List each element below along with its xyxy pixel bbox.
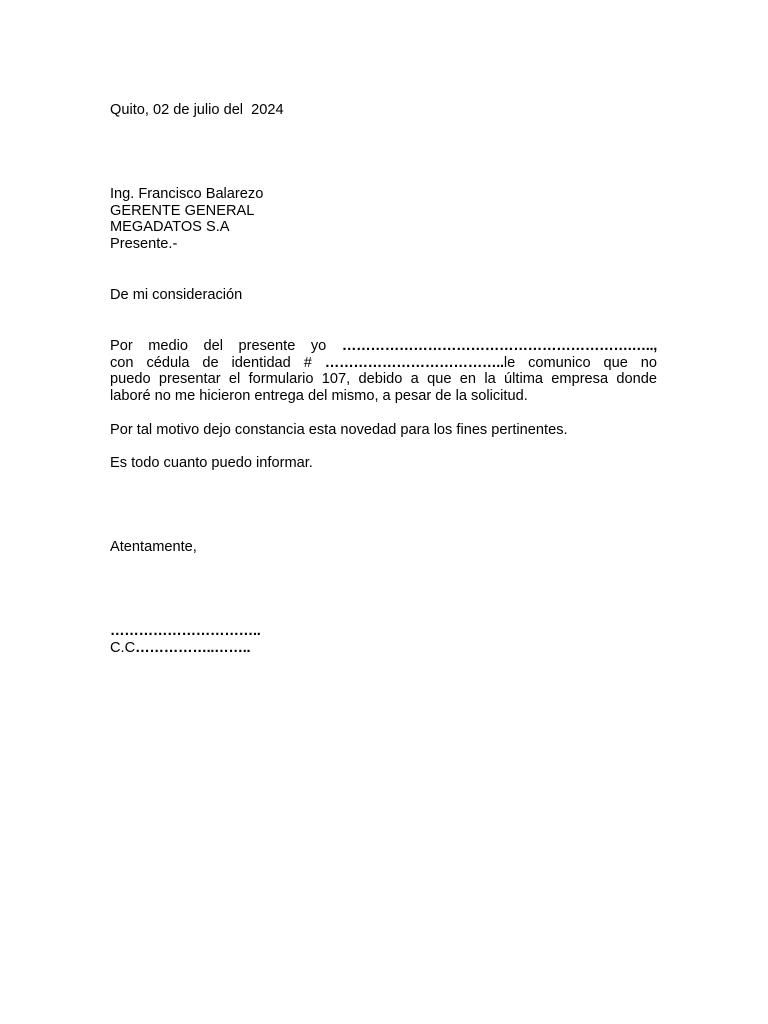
body-paragraph-1 bbox=[110, 338, 657, 405]
p1-line1-text: Por medio del presente yo bbox=[110, 338, 327, 354]
body-paragraph-1-line-2 bbox=[110, 355, 657, 372]
id-blank-dots: ……………………………….. bbox=[324, 354, 504, 371]
recipient-name: Ing. Francisco Balarezo bbox=[110, 186, 264, 202]
cc-prefix: C.C bbox=[110, 640, 136, 656]
body-paragraph-1-line-1 bbox=[110, 338, 657, 355]
closing: Atentamente, bbox=[110, 539, 197, 555]
body-paragraph-3: Es todo cuanto puedo informar. bbox=[110, 455, 313, 471]
p1-line2-text-b: le comunico que no bbox=[503, 354, 658, 371]
date-line: Quito, 02 de julio del 2024 bbox=[110, 102, 284, 118]
greeting: De mi consideración bbox=[110, 287, 243, 303]
recipient-title: GERENTE GENERAL bbox=[110, 203, 255, 219]
body-paragraph-1-line-4: laboré no me hicieron entrega del mismo, a pesar de la solicitud. bbox=[110, 388, 528, 405]
name-blank-dots: …………………………………………………….….., bbox=[341, 338, 658, 354]
body-paragraph-2: Por tal motivo dejo constancia esta novedad para los fines pertinentes. bbox=[110, 422, 568, 438]
presente-line: Presente.- bbox=[110, 236, 178, 252]
body-paragraph-1-line-3: puedo presentar el formulario 107, debido a que en la última empresa donde bbox=[110, 371, 657, 388]
recipient-company: MEGADATOS S.A bbox=[110, 219, 230, 235]
cc-line bbox=[110, 640, 250, 657]
p1-line2-text-a: con cédula de identidad # bbox=[110, 354, 312, 371]
cc-blank-dots: ……………..…….. bbox=[135, 640, 251, 656]
signature-dots-line: ………………………….. bbox=[110, 623, 261, 639]
